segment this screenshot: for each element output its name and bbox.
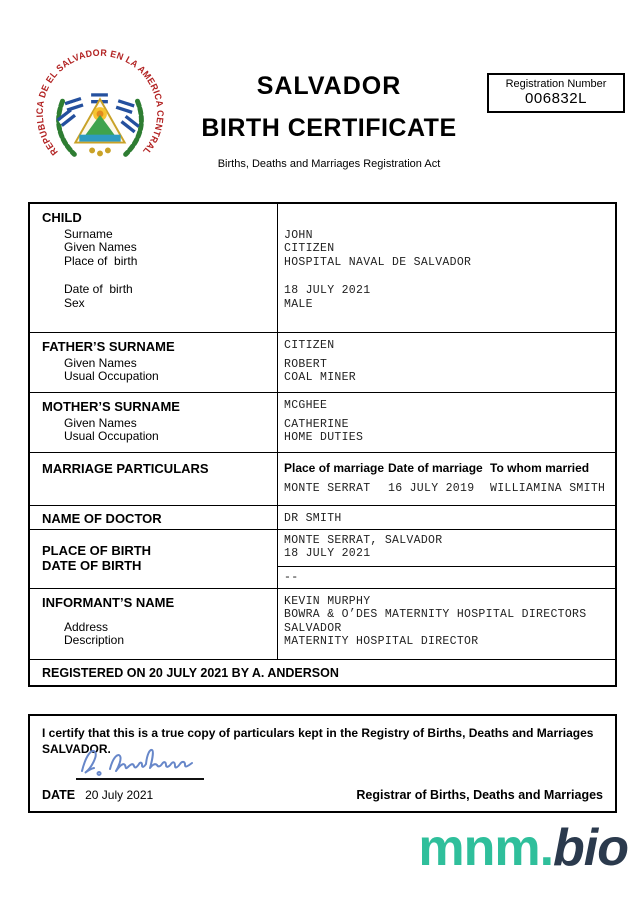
father-occupation-value: COAL MINER <box>284 371 357 385</box>
logo-bio: bio <box>553 819 628 877</box>
act-subtitle: Births, Deaths and Marriages Registration Act <box>217 158 441 170</box>
registered-statement: REGISTERED ON 20 JULY 2021 BY A. ANDERSON <box>42 666 339 680</box>
child-place-of-birth-label: Place of birth <box>64 253 138 268</box>
child-given-names-value: CITIZEN <box>284 242 335 256</box>
marriage-heading: MARRIAGE PARTICULARS <box>42 461 209 476</box>
informant-description-label: Description <box>64 633 125 648</box>
section-mother <box>30 392 615 452</box>
birth-place-value: MONTE SERRAT, SALVADOR <box>284 534 443 547</box>
section-father <box>30 332 615 392</box>
marriage-place-value: MONTE SERRAT <box>284 482 371 495</box>
marriage-date-value: 16 JULY 2019 <box>388 482 475 495</box>
gold-ornament <box>89 148 111 157</box>
child-surname-label: Surname <box>64 227 113 241</box>
section-child <box>30 204 615 332</box>
certification-text-line1: I certify that this is a true copy of particulars kept in the Registry of Births, Deaths and Marriages <box>42 726 594 740</box>
informant-description-value: MATERNITY HOSPITAL DIRECTOR <box>284 635 479 649</box>
marriage-spouse-label: To whom married <box>490 461 590 475</box>
document-title: BIRTH CERTIFICATE <box>201 114 457 142</box>
father-occupation-label: Usual Occupation <box>64 369 159 384</box>
mother-surname-value: MCGHEE <box>284 399 328 412</box>
certificate-table <box>28 202 617 687</box>
seal-ring-text: REPUBLICA DE EL SALVADOR EN LA AMERICA CENTRAL <box>34 47 166 158</box>
section-marriage <box>30 452 615 505</box>
title-block <box>166 72 492 170</box>
registration-number-label: Registration Number <box>505 78 607 90</box>
registration-number-value: 006832L <box>525 90 587 107</box>
mother-occupation-value: HOME DUTIES <box>284 431 364 445</box>
father-heading: FATHER’S SURNAME <box>42 339 175 354</box>
father-given-names-label: Given Names <box>64 356 137 370</box>
registrar-signature <box>72 742 222 780</box>
mother-given-names-label: Given Names <box>64 416 137 430</box>
informant-heading: INFORMANT’S NAME <box>42 595 175 610</box>
section-birth <box>30 529 615 588</box>
logo-mnm: mnm. <box>418 819 554 877</box>
child-date-of-birth-value: 18 JULY 2021 <box>284 284 371 298</box>
section-registered <box>30 659 615 685</box>
date-label: DATE <box>42 788 76 802</box>
mother-heading: MOTHER’S SURNAME <box>42 399 180 414</box>
father-surname-value: CITIZEN <box>284 339 335 352</box>
country-title: SALVADOR <box>256 72 402 100</box>
informant-address-value: SALVADOR <box>284 621 342 635</box>
birth-date-heading: DATE OF BIRTH <box>42 558 142 573</box>
informant-address-label: Address <box>64 620 109 634</box>
child-sex-value: MALE <box>284 297 313 311</box>
child-place-of-birth-value: HOSPITAL NAVAL DE SALVADOR <box>284 255 472 269</box>
child-surname-value: JOHN <box>284 229 313 242</box>
birth-place-heading: PLACE OF BIRTH <box>42 543 152 558</box>
marriage-spouse-value: WILLIAMINA SMITH <box>490 482 606 495</box>
marriage-place-label: Place of marriage <box>284 461 385 475</box>
informant-name-value: KEVIN MURPHY <box>284 595 371 608</box>
informant-organisation-value: BOWRA & O’DES MATERNITY HOSPITAL DIRECTORS <box>284 608 587 622</box>
birth-note-value: -- <box>284 571 299 584</box>
date-value: 20 July 2021 <box>85 788 154 802</box>
certification-box <box>28 714 617 813</box>
salvador-coat-of-arms-seal <box>30 44 170 182</box>
date-row <box>42 786 153 804</box>
mother-given-names-value: CATHERINE <box>284 418 349 431</box>
section-informant <box>30 588 615 659</box>
section-doctor <box>30 505 615 529</box>
child-heading: CHILD <box>42 210 82 225</box>
certification-text-line2: SALVADOR. <box>42 741 111 756</box>
child-given-names-label: Given Names <box>64 240 137 255</box>
child-date-of-birth-label: Date of birth <box>64 282 133 297</box>
marriage-date-label: Date of marriage <box>388 461 483 475</box>
mnm-bio-logo <box>418 818 628 878</box>
father-given-names-value: ROBERT <box>284 358 328 371</box>
mother-occupation-label: Usual Occupation <box>64 429 159 444</box>
registrar-title: Registrar of Births, Deaths and Marriages <box>356 788 603 802</box>
signature-line <box>76 778 204 780</box>
registration-number-box <box>487 73 625 113</box>
doctor-name-value: DR SMITH <box>284 512 342 525</box>
birth-date-value: 18 JULY 2021 <box>284 547 371 561</box>
doctor-heading: NAME OF DOCTOR <box>42 511 162 526</box>
child-sex-label: Sex <box>64 295 85 310</box>
